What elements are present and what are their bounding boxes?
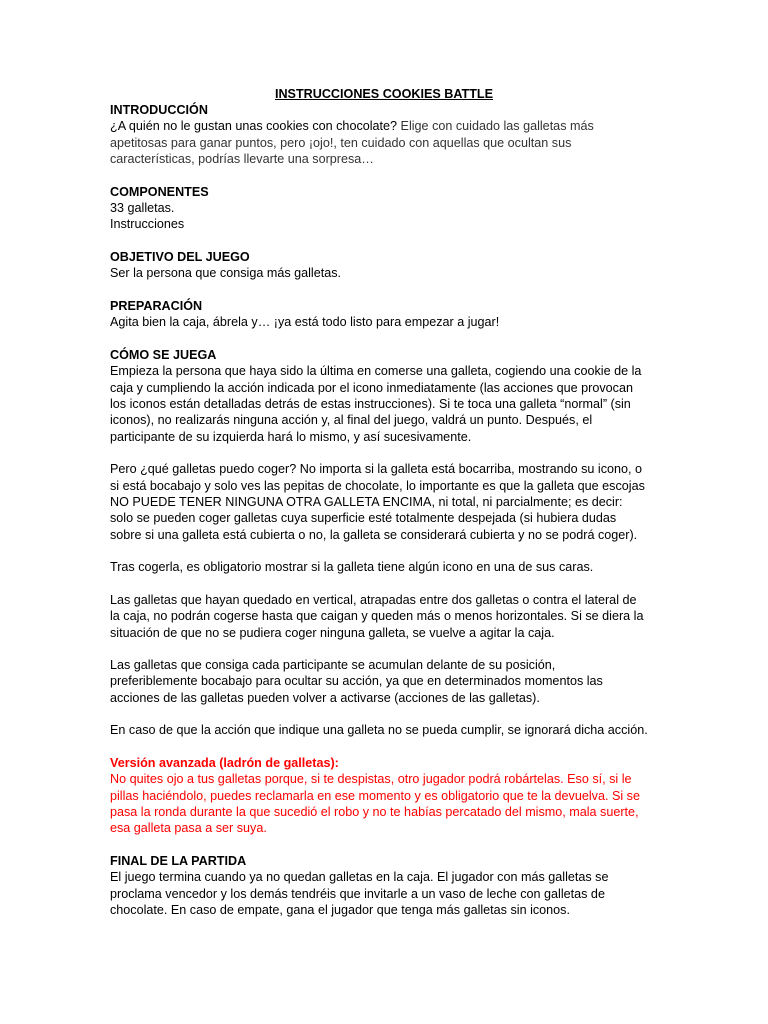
paragraph-gap <box>110 641 750 657</box>
component-item: Instrucciones <box>110 217 185 232</box>
section-heading: COMPONENTES <box>110 184 209 199</box>
text-line: solo se pueden coger galletas cuya superficie esté totalmente despejada (si hubiera dudas <box>110 511 617 526</box>
paragraph <box>110 592 750 641</box>
text-line: pillas haciéndolo, puedes reclamarla en ese momento y es obligatorio que te la devuelva. Si se <box>110 788 640 803</box>
text-line: Ser la persona que consiga más galletas. <box>110 266 342 281</box>
text-line: proclama vencedor y los demás tendréis que invitarle a un vaso de leche con galletas de <box>110 886 605 901</box>
text-line: Agita bien la caja, ábrela y… ¡ya está todo listo para empezar a jugar! <box>110 315 500 330</box>
section-heading: FINAL DE LA PARTIDA <box>110 854 247 869</box>
section-heading: PREPARACIÓN <box>110 298 203 313</box>
paragraph-gap <box>110 167 750 183</box>
text-line: preferiblemente bocabajo para ocultar su acción, ya que en determinados momentos las <box>110 674 603 689</box>
section-introduction <box>110 102 750 167</box>
paragraph <box>110 363 750 445</box>
paragraph <box>110 657 750 706</box>
text-line: chocolate. En caso de empate, gana el jugador que tenga más galletas sin iconos. <box>110 903 570 918</box>
intro-text: Elige con cuidado las galletas más <box>397 119 594 134</box>
section-preparation <box>110 298 750 331</box>
section-heading: CÓMO SE JUEGA <box>110 347 217 362</box>
paragraph-gap <box>110 837 750 853</box>
paragraph-gap <box>110 543 750 559</box>
text-line: esa galleta pasa a ser suya. <box>110 821 267 836</box>
paragraph-gap <box>110 233 750 249</box>
text-line: En caso de que la acción que indique una galleta no se pueda cumplir, se ignorará dicha acción. <box>110 723 648 738</box>
component-item: 33 galletas. <box>110 200 175 215</box>
section-end-of-game <box>110 853 750 918</box>
text-line: iconos), no realizarás ninguna acción y, al final del juego, valdrá un punto. Después, el <box>110 413 593 428</box>
text-line: sobre si una galleta está cubierta o no, la galleta se considerará cubierta y no se podrá coger). <box>110 527 638 542</box>
paragraph-gap <box>110 739 750 755</box>
paragraph-gap <box>110 282 750 298</box>
intro-lead-sentence: ¿A quién no le gustan unas cookies con chocolate? <box>110 119 398 134</box>
section-advanced-version <box>110 755 750 837</box>
section-heading: Versión avanzada (ladrón de galletas): <box>110 756 339 771</box>
text-line: Empieza la persona que haya sido la última en comerse una galleta, cogiendo una cookie de la <box>110 364 642 379</box>
page-title: INSTRUCCIONES COOKIES BATTLE <box>274 87 494 101</box>
text-line: No quites ojo a tus galletas porque, si te despistas, otro jugador podrá robártelas. Eso sí, si le <box>110 772 632 787</box>
paragraph <box>110 461 750 543</box>
section-components <box>110 184 750 233</box>
paragraph <box>110 722 750 738</box>
text-line: caja y cumpliendo la acción indicada por el icono inmediatamente (las acciones que provocan <box>110 380 633 395</box>
text-line: apetitosas para ganar puntos, pero ¡ojo!, ten cuidado con aquellas que ocultan sus <box>110 135 572 150</box>
text-line: si está bocabajo y solo ves las pepitas de chocolate, lo importante es que la galleta que escojas <box>110 478 645 493</box>
text-line: Las galletas que hayan quedado en vertical, atrapadas entre dos galletas o contra el lateral de <box>110 592 637 607</box>
text-line: participante de su izquierda hará lo mismo, y así sucesivamente. <box>110 429 472 444</box>
document-body <box>110 102 750 918</box>
text-line <box>110 118 750 134</box>
paragraph-gap <box>110 706 750 722</box>
text-line: la caja, no podrán cogerse hasta que caigan y queden más o menos horizontales. Si se diera la <box>110 609 644 624</box>
text-line: Las galletas que consiga cada participante se acumulan delante de su posición, <box>110 658 556 673</box>
text-line: acciones de las galletas pueden volver a activarse (acciones de las galletas). <box>110 690 540 705</box>
text-line: NO PUEDE TENER NINGUNA OTRA GALLETA ENCIMA, ni total, ni parcialmente; es decir: <box>110 494 623 509</box>
section-how-to-play <box>110 347 750 739</box>
text-line: situación de que no se pudiera coger ninguna galleta, se vuelve a agitar la caja. <box>110 625 555 640</box>
text-line: los iconos están detalladas detrás de estas instrucciones). Si te toca una galleta “normal” (sin <box>110 396 631 411</box>
paragraph-gap <box>110 576 750 592</box>
paragraph-gap <box>110 445 750 461</box>
section-objective <box>110 249 750 282</box>
section-heading: INTRODUCCIÓN <box>110 103 208 117</box>
text-line: Pero ¿qué galletas puedo coger? No importa si la galleta está bocarriba, mostrando su icono, o <box>110 462 643 477</box>
text-line: Tras cogerla, es obligatorio mostrar si la galleta tiene algún icono en una de sus caras. <box>110 560 594 575</box>
text-line: El juego termina cuando ya no quedan galletas en la caja. El jugador con más galletas se <box>110 870 609 885</box>
paragraph-gap <box>110 331 750 347</box>
section-heading: OBJETIVO DEL JUEGO <box>110 249 250 264</box>
text-line: pasa la ronda durante la que sucedió el robo y no te habías percatado del mismo, mala suerte, <box>110 805 639 820</box>
paragraph <box>110 559 750 575</box>
text-line: características, podrías llevarte una sorpresa… <box>110 151 374 166</box>
